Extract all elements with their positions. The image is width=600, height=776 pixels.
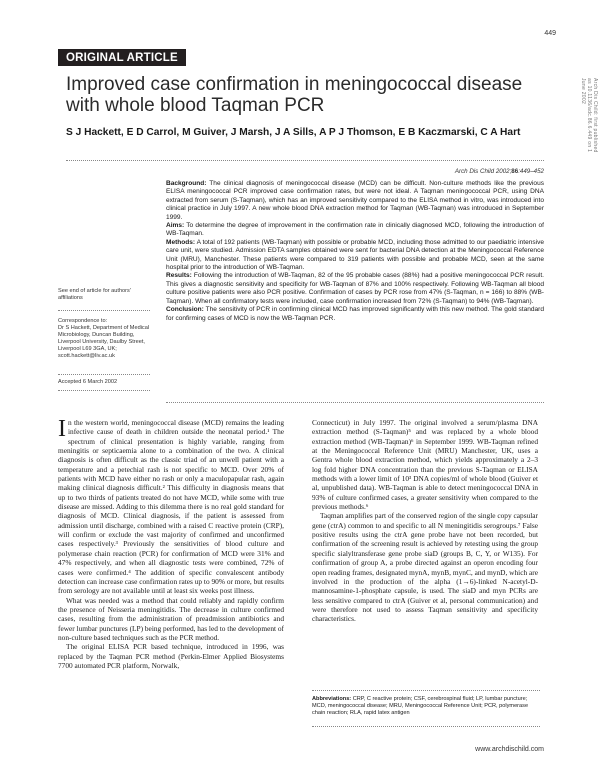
abstract-heading: Results: xyxy=(166,272,192,280)
divider xyxy=(58,374,150,375)
affiliations-note: See end of article for authors' affiliations xyxy=(58,288,131,301)
abstract xyxy=(166,180,544,323)
body-paragraph: Connecticut) in July 1997. The original involved a serum/plasma DNA extraction method (S-Taqman)⁵ and was replaced by a whole blood extraction method (WB-Taqman)⁶ in September 1999. WB-Taqman refined at the Meningococcal Reference Unit (MRU) Manchester, UK, uses a Gentra whole blood extraction method, which yields approximately a 2–3 log fold higher DNA concentration than the previous S-Taqman or ELISA methods with a lower limit of 10³ DNA copies/ml of whole blood (Guiver et al, unpublished data). WB-Taqman is able to detect meningococcal DNA in 93% of culture confirmed cases, a greater sensitivity when compared to the previous methods.⁶ xyxy=(312,418,538,512)
divider xyxy=(58,390,150,391)
citation-pages: :449–452 xyxy=(518,168,544,175)
abstract-heading: Background: xyxy=(166,180,207,187)
abstract-text: The sensitivity of PCR in confirming clinical MCD has improved significantly with this new method. The gold standard for confirming cases of MCD is now the WB-Taqman PCR. xyxy=(166,306,544,322)
abstract-background xyxy=(166,180,544,222)
abstract-heading: Conclusion: xyxy=(166,306,204,314)
correspondence-label: Correspondence to: xyxy=(58,318,108,324)
journal-website: www.archdischild.com xyxy=(475,746,544,753)
abstract-heading: Methods: xyxy=(166,238,196,246)
divider xyxy=(166,402,544,403)
divider xyxy=(58,310,150,311)
abstract-text: The clinical diagnosis of meningococcal disease (MCD) can be difficult. Non-culture methods like the previous ELISA meningococcal PCR improved case confirmation rates, but were not ideal. A Taqman meningococcal PCR, using DNA extracted from serum (S-Taqman), which has an improved sensitivity compared to the ELISA method in vitro, was introduced into clinical practice in July 1997. A new whole blood DNA extraction method for Taqman (WB-Taqman) was introduced in September 1999. xyxy=(166,180,544,221)
body-paragraph: Taqman amplifies part of the conserved region of the single copy capsular gene (ctrA) common to and specific to all N meningitidis serogroups.⁷ False positive results using the ctrA gene probe have not been recorded, but confirmation of the screening result is achieved by retesting using the group specific sialyltransferase gene probe siaD (groups B, C, Y, or W135). For confirmation of group A, a probe directed against an operon encoding four open reading frames, designated mynA, mynB, mynC, and mynD, which are involved in the production of the alpha (1→6)-linked N-acetyl-D-mannosamine-1-phosphate capsule, is used. The siaD and myn PCRs are less sensitive compared to ctrA (Guiver et al, personal communication) and were therefore not used to assess Taqman sensitivity and specificity characteristics. xyxy=(312,511,538,624)
divider xyxy=(66,160,544,161)
page-number: 449 xyxy=(544,30,556,37)
abstract-text: Following the introduction of WB-Taqman, 82 of the 95 probable cases (88%) had a positive meningococcal PCR result. This gives a diagnostic sensitivity and specificity for WB-Taqman of 87% and 100% respectively. Following WB-Taqman all blood culture positive patients were also PCR positive. Confirmation of cases by PCR rose from 47% (S-Taqman, n = 166) to 88% (WB-Taqman). When all confirmatory tests were included, case confirmation increased from 72% (S-Taqman) to 94% (WB-Taqman). xyxy=(166,272,544,305)
side-tab xyxy=(580,38,600,158)
divider xyxy=(312,726,540,727)
abstract-text: To determine the degree of improvement in the confirmation rate in clinically diagnosed MCD, following the introduction of WB-Taqman. xyxy=(166,222,544,238)
citation-journal: Arch Dis Child xyxy=(454,168,495,175)
body-column-left xyxy=(58,418,284,670)
section-label: ORIGINAL ARTICLE xyxy=(58,49,186,66)
body-column-right xyxy=(312,418,538,624)
side-tab-text: Arch Dis Child: first published as 10.1136/adc.86.6.449 on 1 June 2002 xyxy=(580,78,598,153)
abbreviations-label: Abbreviations: xyxy=(312,696,352,702)
citation-year: 2002; xyxy=(495,168,512,175)
author-list: S J Hackett, E D Carrol, M Guiver, J Marsh, J A Sills, A P J Thomson, E B Kaczmarski, C A Hart xyxy=(66,127,521,138)
correspondence-note xyxy=(58,318,150,360)
accepted-date: Accepted 6 March 2002 xyxy=(58,379,118,385)
citation-volume: 86 xyxy=(511,168,519,175)
abbreviations-box xyxy=(312,696,540,718)
correspondence-address: Dr S Hackett, Department of Medical Microbiology, Duncan Building, Liverpool University, Daulby Street, Liverpool L69 3GA, UK; scott.hackett@liv.ac.uk xyxy=(58,325,150,359)
drop-cap: I xyxy=(58,416,66,442)
abstract-conclusion xyxy=(166,306,544,323)
abstract-results xyxy=(166,272,544,306)
body-paragraph: The original ELISA PCR based technique, introduced in 1996, was replaced by the Taqman PCR method (Perkin-Elmer Applied Biosystems 7700 automated PCR platform, Norwalk, xyxy=(58,642,284,670)
body-paragraph xyxy=(58,418,284,596)
abbreviations-text: CRP, C reactive protein; CSF, cerebrospinal fluid; LP, lumbar puncture; MCD, meningococcal disease; MRU, Meningococcal Reference Unit; PCR, polymerase chain reaction; RLA, rapid latex antigen xyxy=(312,696,529,717)
abstract-methods xyxy=(166,239,544,273)
paragraph-text: n the western world, meningococcal disease (MCD) remains the leading infective cause of death in children outside the neonatal period.¹ The spectrum of clinical presentation is highly variable, ranging from meningitis or septicaemia alone to a combination of the two. A clinical diagnosis is often difficult as the classic triad of an unwell patient with a temperature and a petechial rash is not specific to MCD. Over 20% of patients with MCD have either no rash or only a maculopapular rash, again making clinical diagnosis difficult.² This difficulty in diagnosis means that up to two thirds of patients treated do not have MCD, while some with true disease are missed. Adding to this dilemma there is no real gold standard for diagnosis of MCD. Clinical diagnosis, if the patient is assessed from admission until discharge, combined with a raised C reactive protein (CRP), will confirm or exclude the vast majority of confirmed and unconfirmed cases respectively.³ Previously the sensitivities of blood culture and polymerase chain reaction (PCR) for confirmation of MCD were 31% and 47% respectively, and when all diagnostic tests were combined, 72% of cases were confirmed.⁴ The addition of specific convalescent antibody detection can increase case confirmation rates up to 90% or more, but results from serology are not available until at least six weeks post illness. xyxy=(58,418,284,596)
abstract-aims xyxy=(166,222,544,239)
article-title: Improved case confirmation in meningococcal disease with whole blood Taqman PCR xyxy=(66,74,523,116)
divider xyxy=(312,690,540,691)
journal-citation xyxy=(455,168,544,175)
abstract-text: A total of 192 patients (WB-Taqman) with possible or probable MCD, including those admitted to our paediatric intensive care unit, were studied. Admission EDTA samples obtained were sent for bacterial DNA detection at the Meningococcal Reference Unit (MRU), Manchester. These patients were compared to 319 patients with possible and probable MCD, seen at the same hospital prior to the introduction of WB-Taqman. xyxy=(166,238,544,272)
body-paragraph: What was needed was a method that could reliably and rapidly confirm the presence of Neisseria meningitidis. The decrease in culture confirmed cases, resulting from the administration of preadmission antibiotics and fewer lumbar punctures (LP) being performed, has led to the development of non-culture based techniques such as the PCR method. xyxy=(58,595,284,642)
abstract-heading: Aims: xyxy=(166,222,185,230)
